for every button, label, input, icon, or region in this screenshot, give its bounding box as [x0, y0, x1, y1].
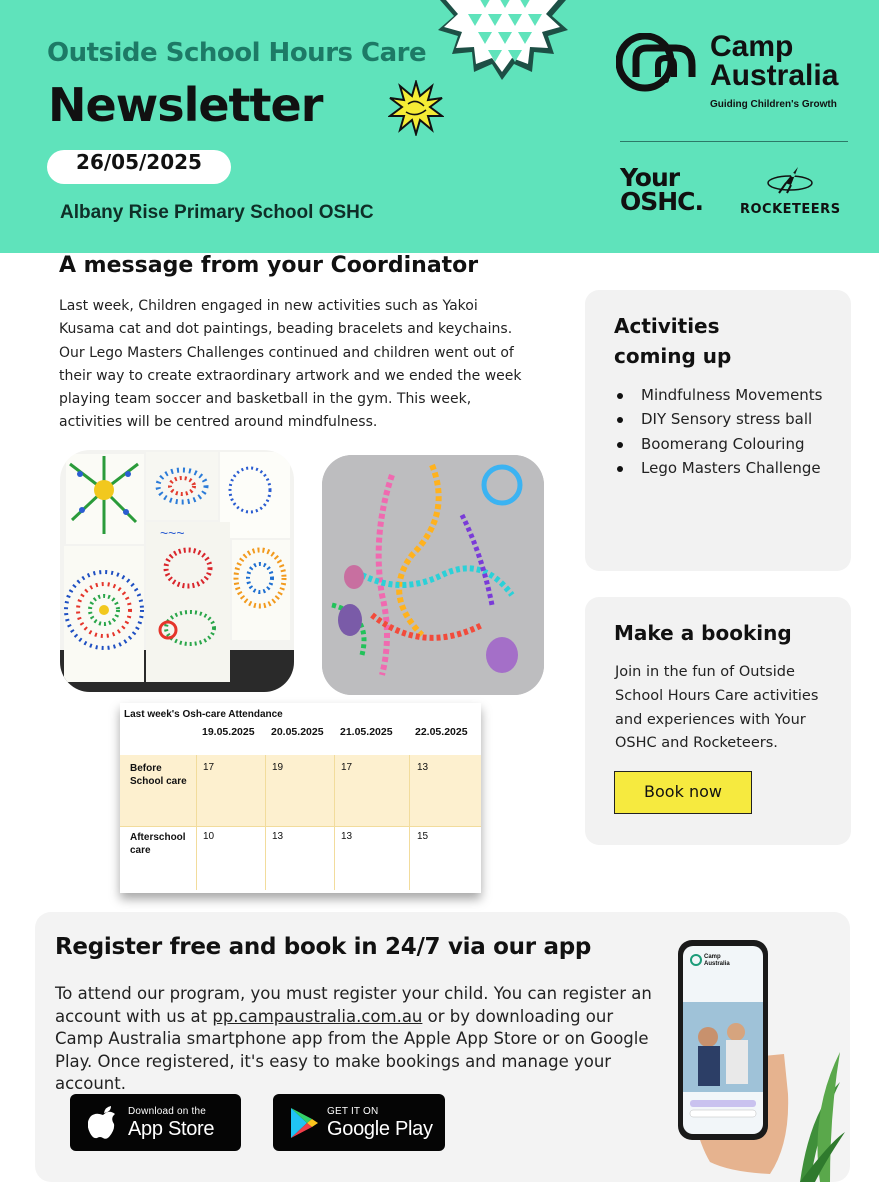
table-cell: 19	[272, 762, 284, 773]
attendance-title: Last week's Osh-care Attendance	[124, 709, 283, 720]
booking-body: Join in the fun of Outside School Hours Care activities and experiences with Your OSHC and Rocketeers.	[615, 664, 819, 752]
activities-title-line1: Activities	[614, 314, 720, 338]
svg-text:Camp: Camp	[704, 954, 721, 960]
sun-doodle-icon	[388, 80, 444, 136]
your-oshc-logo	[620, 163, 704, 216]
table-cell: 10	[203, 831, 215, 842]
table-divider	[409, 755, 410, 890]
rocketeers-wordmark: ROCKETEERS	[740, 202, 841, 217]
activities-title-line2: coming up	[614, 344, 732, 368]
row-label	[130, 831, 186, 857]
app-store-big-text: App Store	[128, 1118, 215, 1140]
booking-title: Make a booking	[614, 621, 792, 645]
beaded-bracelets-photo	[322, 455, 544, 695]
your-oshc-line2: OSHC.	[620, 187, 704, 216]
list-item: Boomerang Colouring	[615, 432, 823, 456]
row-label-line1: Before	[130, 763, 162, 774]
google-play-small-text: GET IT ON	[327, 1106, 379, 1117]
register-body	[55, 983, 655, 1096]
header-divider	[620, 141, 848, 142]
table-row-afterschool	[120, 826, 481, 890]
camp-australia-wordmark	[710, 32, 838, 90]
table-divider	[120, 826, 481, 827]
register-link[interactable]: pp.campaustralia.com.au	[212, 1006, 423, 1026]
coordinator-message-body: Last week, Children engaged in new activities such as Yakoi Kusama cat and dot paintings, beading bracelets and keychains. Our Lego Masters Challenges continued and children went out of their way to create extraordinary artwork and we ended the week playing team soccer and basketball in the gym. This week, activities will be centred around mindfulness.	[59, 298, 522, 431]
app-store-small-text: Download on the	[128, 1106, 207, 1117]
header-subtitle: Outside School Hours Care	[47, 38, 427, 68]
booking-card	[585, 597, 851, 845]
dot-painting-photo	[60, 450, 294, 692]
table-cell: 17	[203, 762, 215, 773]
register-text: or by downloading our Camp Australia smartphone app from the Apple App Store or on Google Play. Once registered, it's easy to make bookings and manage your account.	[55, 1006, 649, 1093]
table-cell: 15	[417, 831, 429, 842]
rocket-icon	[765, 165, 815, 195]
activities-list	[615, 383, 823, 480]
camp-australia-logo-icon	[616, 33, 706, 93]
table-divider	[196, 755, 197, 890]
star-decoration-icon	[422, 0, 582, 84]
google-play-big-text: Google Play	[327, 1118, 433, 1140]
table-row-before-school	[120, 755, 481, 826]
newsletter-header	[0, 0, 879, 253]
brand-tagline: Guiding Children's Growth	[710, 99, 837, 110]
activities-title	[614, 311, 731, 371]
table-divider	[265, 755, 266, 890]
attendance-date: 21.05.2025	[340, 726, 393, 738]
apple-icon	[88, 1106, 118, 1140]
list-item: DIY Sensory stress ball	[615, 407, 823, 431]
school-name: Albany Rise Primary School OSHC	[60, 202, 374, 223]
table-cell: 13	[341, 831, 353, 842]
attendance-table	[120, 703, 481, 893]
attendance-date: 20.05.2025	[271, 726, 324, 738]
google-play-icon	[289, 1107, 319, 1139]
svg-text:Australia: Australia	[704, 961, 730, 967]
book-now-button[interactable]: Book now	[614, 771, 752, 814]
register-text: To attend our program, you must register your child. You can register an account with us at	[55, 984, 652, 1026]
row-label-line2: care	[130, 845, 151, 856]
your-oshc-line1: Your	[620, 163, 680, 192]
row-label-line1: Afterschool	[130, 832, 186, 843]
attendance-date: 22.05.2025	[415, 726, 468, 738]
google-play-button[interactable]	[273, 1094, 445, 1151]
list-item: Mindfulness Movements	[615, 383, 823, 407]
phone-app-illustration-icon	[660, 932, 850, 1182]
register-title: Register free and book in 24/7 via our app	[55, 934, 592, 960]
coordinator-message-title: A message from your Coordinator	[59, 253, 479, 278]
attendance-date: 19.05.2025	[202, 726, 255, 738]
row-label-line2: School care	[130, 776, 187, 787]
register-panel	[35, 912, 850, 1182]
activities-card	[585, 290, 851, 571]
newsletter-date: 26/05/2025	[47, 150, 231, 184]
brand-name-line1: Camp	[710, 30, 794, 63]
table-divider	[334, 755, 335, 890]
brand-name-line2: Australia	[710, 59, 839, 92]
table-cell: 13	[272, 831, 284, 842]
table-cell: 17	[341, 762, 353, 773]
row-label	[130, 762, 187, 788]
svg-text:~~~: ~~~	[160, 525, 185, 541]
app-store-button[interactable]	[70, 1094, 241, 1151]
table-cell: 13	[417, 762, 429, 773]
rocketeers-logo	[740, 165, 841, 217]
newsletter-title: Newsletter	[48, 78, 323, 132]
list-item: Lego Masters Challenge	[615, 456, 823, 480]
